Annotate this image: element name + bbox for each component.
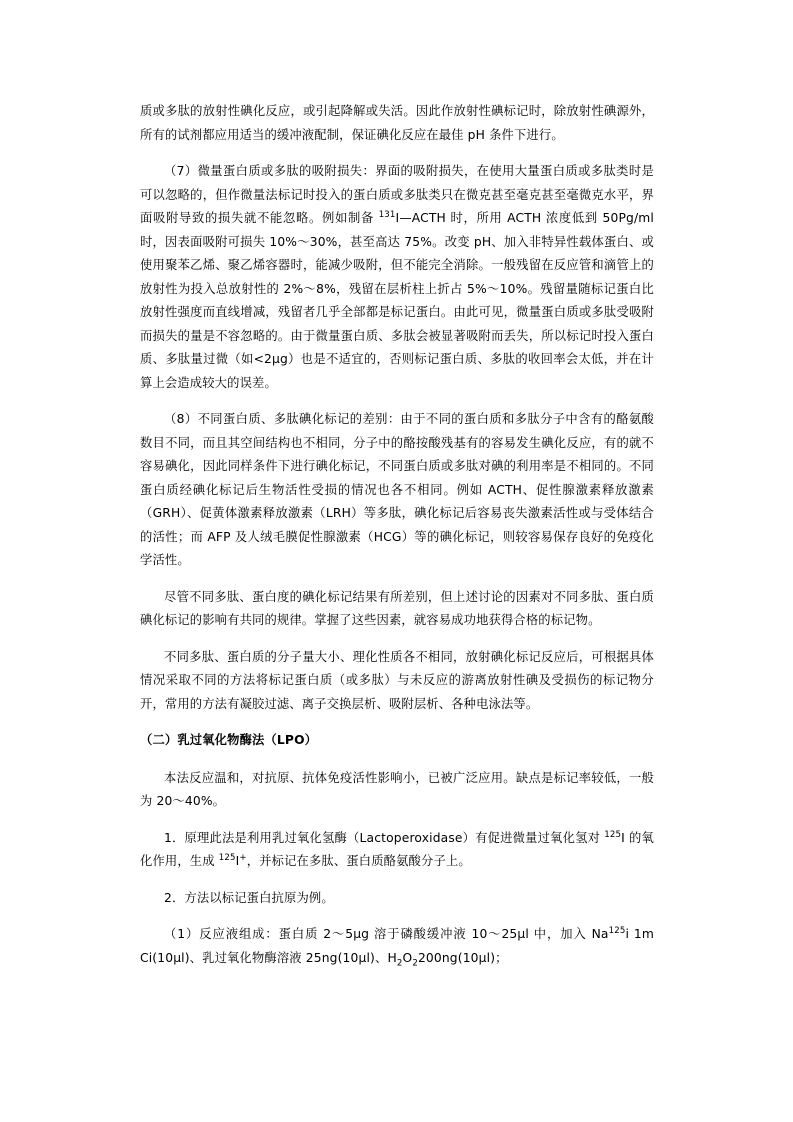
paragraph-item-7-adsorption-loss: （7）微量蛋白质或多肽的吸附损失：界面的吸附损失，在使用大量蛋白质或多肽类时是可以忽略的，但作微量法标记时投入的蛋白质或多肽类只在微克甚至毫克甚至毫微克水平，界面吸附导致的损失就不能忽略。例如制备 $^{131}$I—ACTH 时，所用 ACTH 浓度低到 50Pg/ml 时，因表面吸附可损失 10%～30%，甚至高达 75%。改变 pH、加入非特异性载体蛋白、或使用聚苯乙烯、聚乙烯容器时，能减少吸附，但不能完全消除。一般残留在反应管和滴管上的放射性为投入总放射性的 2%～8%，残留在层析柱上折占 5%～10%。残留量随标记蛋白比放射性强度而直线增减，残留者几乎全部都是标记蛋白。由此可见，微量蛋白质或多肽受吸附而损失的量是不容忽略的。由于微量蛋白质、多肽会被显著吸附而丢失，所以标记时投入蛋白质、多肽量过微（如<2μg）也是不适宜的，否则标记蛋白质、多肽的收回率会太低，并在计算上会造成较大的误差。 bbox=[140, 164, 654, 390]
heading-lactoperoxidase-method: （二）乳过氧化物酶法（LPO） bbox=[140, 733, 318, 747]
paragraph-lpo-principle: 1．原理此法是利用乳过氧化氢酶（Lactoperoxidase）有促进微量过氧化氢对 $^{125}$I 的氧化作用，生成 $^{125}$I+，并标记在多肽、蛋白质酪氨酸分子上。 bbox=[140, 829, 654, 868]
paragraph-item-8-labeling-differences: （8）不同蛋白质、多肽碘化标记的差别：由于不同的蛋白质和多肽分子中含有的酪氨酸数目不同，而且其空间结构也不相同，分子中的酪按酸残基有的容易发生碘化反应，有的就不容易碘化，因此同样条件下进行碘化标记，不同蛋白质或多肽对碘的利用率是不相同的。不同蛋白质经碘化标记后生物活性受损的情况也各不相同。例如 ACTH、促性腺激素释放激素（GRH）、促黄体激素释放激素（LRH）等多肽，碘化标记后容易丧失激素活性或与受体结合的活性；而 AFP 及人绒毛膜促性腺激素（HCG）等的碘化标记，则较容易保存良好的免疫化学活性。 bbox=[140, 412, 654, 567]
paragraph-separation-methods: 不同多肽、蛋白质的分子量大小、理化性质各不相同，放射碘化标记反应后，可根据具体情况采取不同的方法将标记蛋白质（或多肽）与未反应的游离放射性碘及受损伤的标记物分开，常用的方法有凝胶过滤、离子交换层析、吸附层析、各种电泳法等。 bbox=[140, 649, 654, 711]
document-body bbox=[140, 100, 654, 983]
paragraph-lpo-overview: 本法反应温和，对抗原、抗体免疫活性影响小，已被广泛应用。缺点是标记率较低，一般为 20～40%。 bbox=[140, 770, 654, 808]
paragraph-summary-rules: 尽管不同多肽、蛋白度的碘化标记结果有所差别，但上述讨论的因素对不同多肽、蛋白质碘化标记的影响有共同的规律。掌握了这些因素，就容易成功地获得合格的标记物。 bbox=[140, 589, 654, 627]
paragraph-lpo-reaction-mixture: （1）反应液组成：蛋白质 2～5μg 溶于磷酸缓冲液 10～25μl 中，加入 Na$^{125}$i 1m Ci(10μl)、乳过氧化物酶溶液 25ng(10μl)、$H_2O_2200ng(10\mu l)$； bbox=[140, 925, 655, 968]
paragraph-iodination-conditions: 质或多肽的放射性碘化反应，或引起降解或失活。因此作放射性碘标记时，除放射性碘源外，所有的试剂都应用适当的缓冲液配制，保证碘化反应在最佳 pH 条件下进行。 bbox=[140, 104, 654, 142]
paragraph-lpo-method: 2．方法以标记蛋白抗原为例。 bbox=[164, 890, 334, 905]
